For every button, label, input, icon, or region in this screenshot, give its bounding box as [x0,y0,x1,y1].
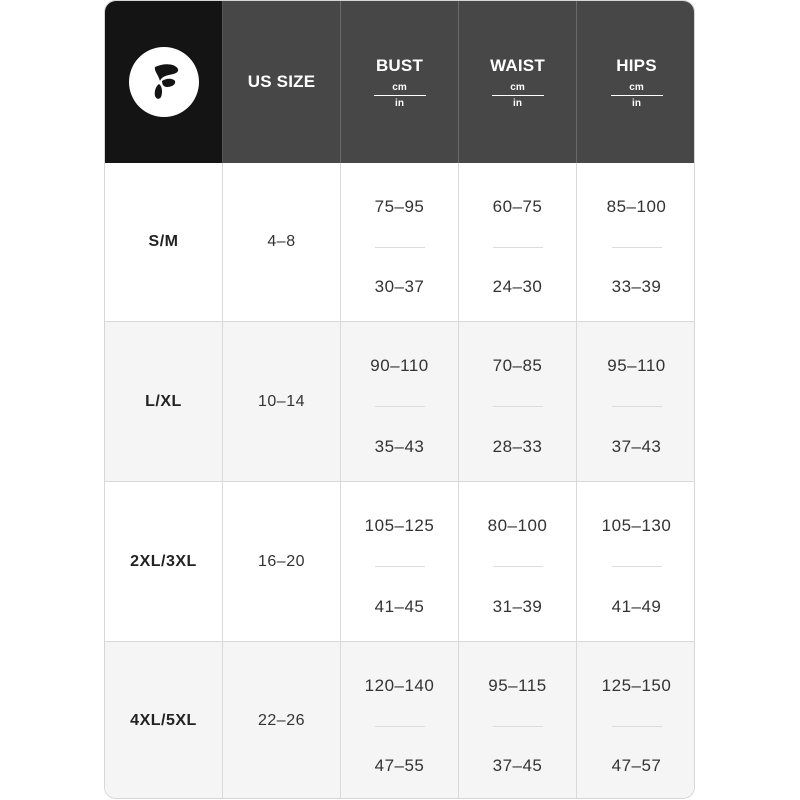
waist-cell [459,163,577,322]
waist-cell [459,482,577,642]
logo-cell [105,1,223,163]
us-size-cell [223,482,341,642]
us-size-heading: US SIZE [247,72,316,91]
hips-units [611,82,663,109]
us-size-cell [223,322,341,482]
us-size-value: 22–26 [258,712,305,729]
size-label: 2XL/3XL [130,552,197,570]
waist-cm: 80–100 [487,516,548,535]
value-divider [612,247,662,248]
hips-unit-cm: cm [629,81,644,93]
waist-in: 28–33 [492,437,543,456]
unit-divider [374,95,426,96]
value-divider [375,726,425,727]
hips-cm: 105–130 [601,516,672,535]
bust-cell [341,482,459,642]
value-divider [612,566,662,567]
size-cell [105,163,223,322]
hips-in: 37–43 [611,437,662,456]
hips-heading: HIPS [616,55,657,75]
value-divider [612,406,662,407]
bust-in: 41–45 [374,597,425,616]
bust-cm: 105–125 [364,516,435,535]
hips-cm: 125–150 [601,676,672,695]
value-divider [493,726,543,727]
hips-in: 47–57 [611,756,662,775]
hips-cm: 95–110 [607,356,666,375]
bust-cell [341,642,459,799]
header-waist [459,1,577,163]
bust-cm: 90–110 [370,356,429,375]
unit-divider [611,95,663,96]
size-cell [105,482,223,642]
bust-in: 30–37 [374,277,425,296]
waist-unit-cm: cm [510,81,525,93]
waist-heading: WAIST [490,55,545,75]
header-hips [577,1,695,163]
hips-cell [577,482,695,642]
size-label: L/XL [145,392,182,410]
value-divider [612,726,662,727]
bust-cell [341,322,459,482]
bust-cm: 75–95 [374,197,425,216]
us-size-value: 16–20 [258,552,305,570]
us-size-cell [223,642,341,799]
hips-in: 41–49 [611,597,662,616]
waist-in: 24–30 [492,277,543,296]
waist-cm: 95–115 [488,676,547,695]
hips-cm: 85–100 [606,197,667,216]
brand-logo-icon [129,47,199,117]
hips-cell [577,163,695,322]
waist-cell [459,322,577,482]
waist-in: 37–45 [492,756,543,775]
us-size-cell [223,163,341,322]
hips-cell [577,322,695,482]
value-divider [493,566,543,567]
unit-divider [492,95,544,96]
bust-cm: 120–140 [364,676,435,695]
bust-unit-cm: cm [392,81,407,93]
hips-cell [577,642,695,799]
size-label: S/M [148,233,179,250]
waist-unit-in: in [513,97,522,109]
value-divider [375,247,425,248]
waist-cm: 70–85 [492,356,543,375]
waist-in: 31–39 [492,597,543,616]
size-grid [105,1,694,798]
bust-in: 47–55 [374,756,425,775]
waist-cm: 60–75 [492,197,543,216]
hips-in: 33–39 [611,277,662,296]
bust-heading: BUST [375,55,424,75]
hips-unit-in: in [632,97,641,109]
bust-units [374,82,426,109]
header-bust [341,1,459,163]
us-size-value: 4–8 [267,233,296,250]
value-divider [375,566,425,567]
size-label: 4XL/5XL [130,712,197,729]
size-chart [104,0,695,799]
header-us-size [223,1,341,163]
bust-unit-in: in [395,97,404,109]
bust-in: 35–43 [374,437,425,456]
value-divider [493,406,543,407]
value-divider [375,406,425,407]
size-cell [105,322,223,482]
waist-units [492,82,544,109]
value-divider [493,247,543,248]
us-size-value: 10–14 [258,392,305,410]
size-cell [105,642,223,799]
waist-cell [459,642,577,799]
bust-cell [341,163,459,322]
